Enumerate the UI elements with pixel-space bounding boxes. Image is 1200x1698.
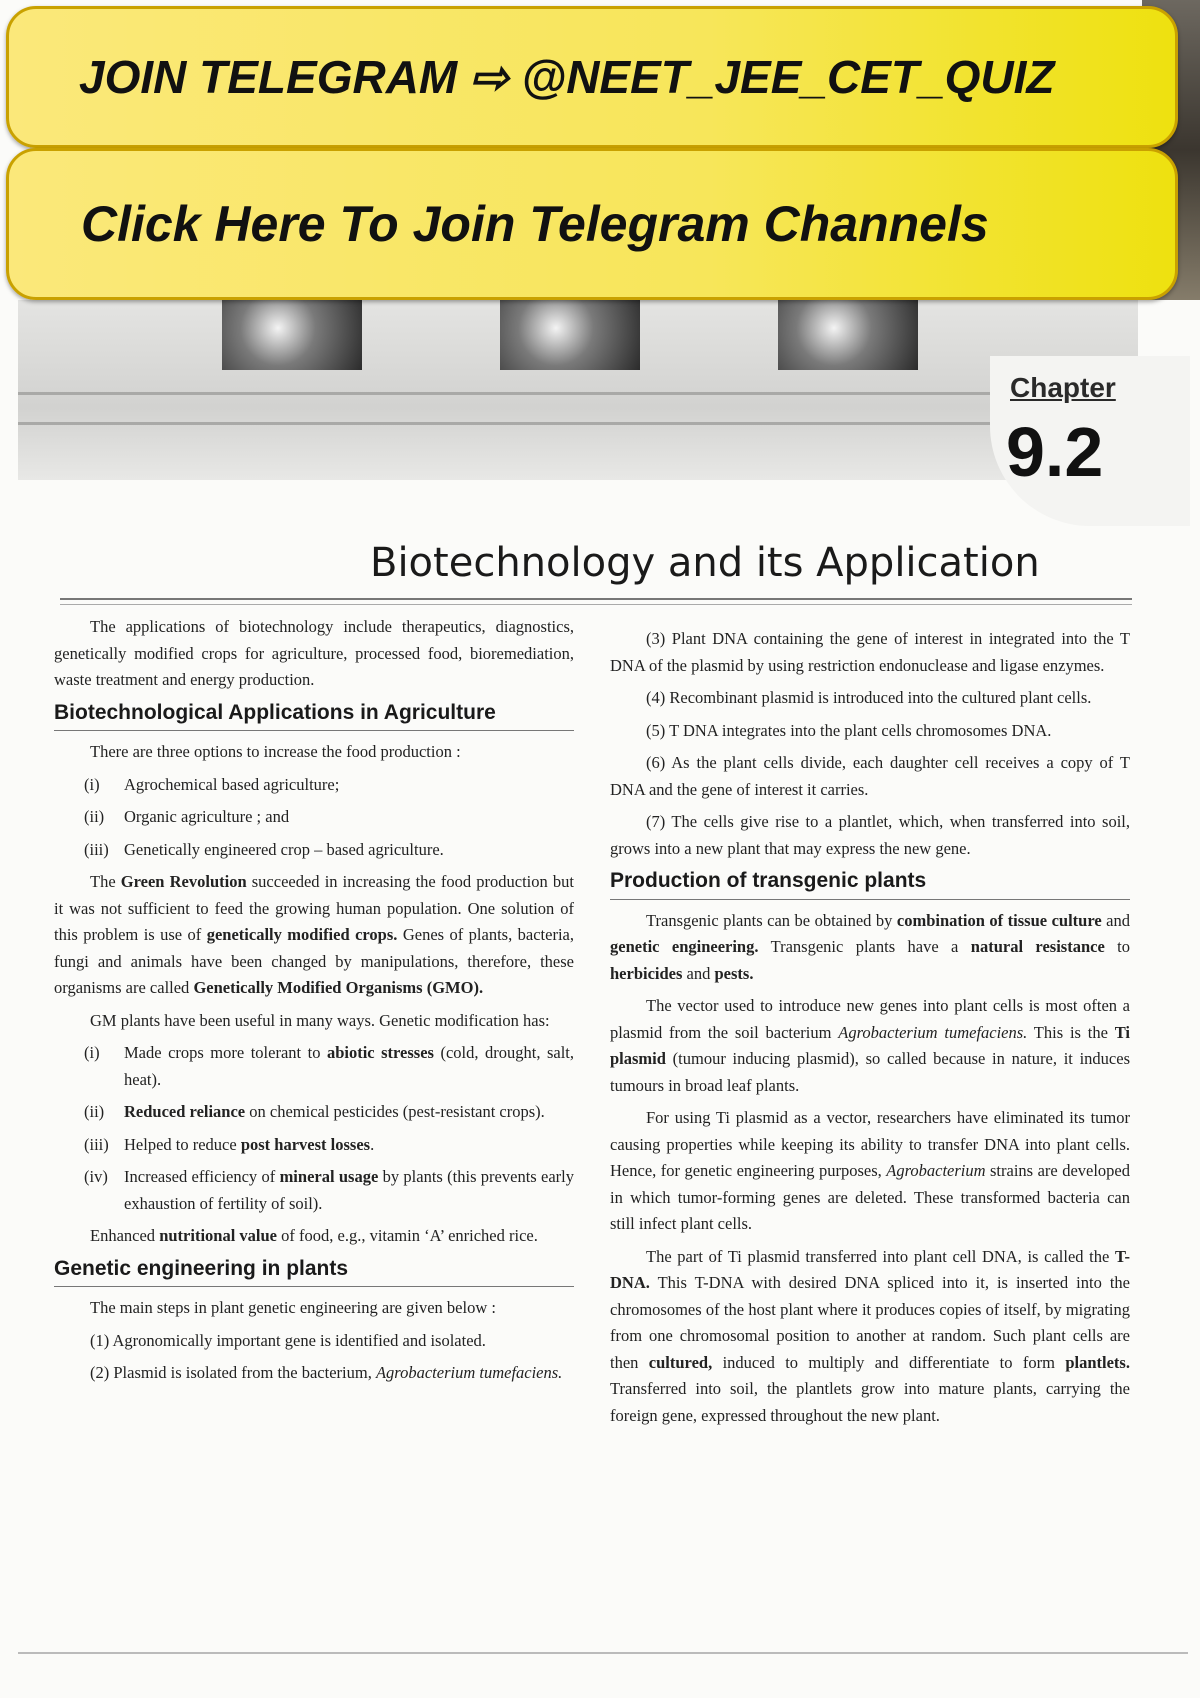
- list-item: (iii) Genetically engineered crop – based agriculture.: [84, 839, 444, 859]
- title-rule: [60, 604, 1132, 605]
- left-column: [54, 614, 574, 1393]
- chapter-number: 9.2: [1006, 413, 1104, 491]
- vector-paragraph: The vector used to introduce new genes into plant cells is most often a plasmid from the soil bacterium Agrobacterium tumefaciens. This is the Ti plasmid (tumour inducing plasmid), so called because in nature, it induces tumours in broad leaf plants.: [610, 996, 1130, 1095]
- step-2: (2) Plasmid is isolated from the bacterium, Agrobacterium tumefaciens.: [90, 1363, 563, 1382]
- step-1: (1) Agronomically important gene is identified and isolated.: [90, 1330, 486, 1350]
- options-intro: There are three options to increase the food production :: [90, 742, 461, 761]
- t-dna-paragraph: The part of Ti plasmid transferred into plant cell DNA, is called the T-DNA. This T-DNA with desired DNA spliced into it, is inserted into the chromosomes of the host plant where it produces copies of itself, by migrating from one chromosomal position to another at random. Such plant cells are then cultured, induced to multiply and differentiate to form plantlets. Transferred into soil, the plantlets grow into mature plants, carrying the foreign gene, expressed throughout the new plant.: [610, 1246, 1130, 1425]
- step-3: (3) Plant DNA containing the gene of interest in integrated into the T DNA of the plasmid by using restriction endonuclease and ligase enzymes.: [610, 629, 1130, 675]
- list-item: (ii) Reduced reliance on chemical pesticides (pest-resistant crops).: [84, 1102, 545, 1121]
- step-4: (4) Recombinant plasmid is introduced into the cultured plant cells.: [646, 688, 1092, 707]
- telegram-channels-link[interactable]: [6, 148, 1178, 300]
- list-item: (i) Made crops more tolerant to abiotic stresses (cold, drought, salt, heat).: [84, 1043, 574, 1089]
- list-item: (i) Agrochemical based agriculture;: [84, 774, 340, 794]
- list-item: (iii) Helped to reduce post harvest losses.: [84, 1134, 375, 1154]
- header-rule: [18, 392, 1148, 395]
- header-photo-cells: [500, 300, 640, 370]
- chapter-label: Chapter: [1010, 372, 1116, 403]
- step-6: (6) As the plant cells divide, each daughter cell receives a copy of T DNA and the gene of interest it carries.: [610, 753, 1130, 799]
- heading-genetic-engineering: Genetic engineering in plants: [54, 1256, 574, 1288]
- heading-agriculture: Biotechnological Applications in Agriculture: [54, 700, 574, 732]
- footer-rule: [18, 1652, 1188, 1654]
- transgenic-paragraph: Transgenic plants can be obtained by combination of tissue culture and genetic engineering. Transgenic plants have a natural resistance to herbicides and pests.: [610, 910, 1131, 983]
- step-5: (5) T DNA integrates into the plant cells chromosomes DNA.: [646, 720, 1052, 740]
- green-revolution-paragraph: The Green Revolution succeeded in increasing the food production but it was not sufficient to feed the growing human population. One solution of this problem is use of genetically modified crops. Genes of plants, bacteria, fungi and animals have been changed by manipulations, therefore, these organisms are called Genetically Modified Organisms (GMO).: [54, 872, 574, 997]
- title-rule: [60, 598, 1132, 600]
- heading-transgenic-plants: Production of transgenic plants: [610, 868, 1130, 900]
- page-title: Biotechnology and its Application: [370, 540, 1040, 586]
- intro-paragraph: The applications of biotechnology include therapeutics, diagnostics, genetically modified crops for agriculture, processed food, bioremediation, waste treatment and energy production.: [54, 617, 574, 689]
- telegram-handle-text: JOIN TELEGRAM ⇨ @NEET_JEE_CET_QUIZ: [79, 51, 1055, 103]
- step-7: (7) The cells give rise to a plantlet, which, when transferred into soil, grows into a new plant that may express the new gene.: [610, 812, 1130, 858]
- nutrition-paragraph: Enhanced nutritional value of food, e.g., vitamin ‘A’ enriched rice.: [90, 1226, 538, 1245]
- header-photo-flower: [222, 300, 362, 370]
- click-here-text: Click Here To Join Telegram Channels: [81, 196, 989, 252]
- steps-intro: The main steps in plant genetic engineering are given below :: [90, 1298, 496, 1317]
- header-rule: [18, 422, 1148, 425]
- right-column: [610, 626, 1130, 1435]
- telegram-join-banner[interactable]: [6, 6, 1178, 148]
- gm-intro: GM plants have been useful in many ways. Genetic modification has:: [90, 1010, 550, 1030]
- header-photo-lab: [778, 300, 918, 370]
- ti-plasmid-paragraph: For using Ti plasmid as a vector, researchers have eliminated its tumor causing properties while keeping its ability to transfer DNA into plant cells. Hence, for genetic engineering purposes, Agrobacterium strains are developed in which tumor-forming genes are deleted. These transformed bacteria can still infect plant cells.: [610, 1108, 1131, 1233]
- list-item: (iv) Increased efficiency of mineral usage by plants (this prevents early exhaustion of fertility of soil).: [84, 1167, 574, 1213]
- list-item: (ii) Organic agriculture ; and: [84, 807, 290, 826]
